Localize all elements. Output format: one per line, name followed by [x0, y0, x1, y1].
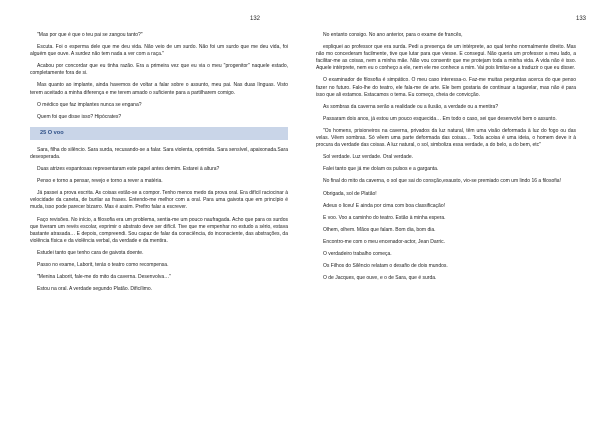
right-page	[300, 0, 600, 424]
paragraph: Faço revisões. No início, a filosofia era um problema, sentia-me um pouco naufragada. Acho que para os surdos que tiveram um revés escolar, exprimir o abstrato deve ser difícil. Tive que me empenhar no estudo a sério, estava bastante atrasada… E depois, compreendi. Sou capaz de falar da consciência, do inconsciente, das abstrações, da violência física e da violência verbal, da verdade e da mentira.	[30, 216, 288, 244]
paragraph: As sombras da caverna serão a realidade ou a ilusão, a verdade ou a mentira?	[323, 103, 499, 110]
paragraph: E voo. Voo a caminho do teatro. Estão à minha espera.	[323, 214, 446, 221]
paragraph: Duas atrizes espantosas representaram este papel antes demim. Estarei à altura?	[37, 166, 220, 173]
paragraph: No final do mito da caverna, o sol que sai do consção,exausto, vio-se premiado com um lindo 16 a filosofia!	[323, 178, 561, 185]
paragraph: Os Filhos do Silêncio relatam o desafio de dois mundos.	[323, 263, 448, 270]
text-block-top	[30, 32, 288, 121]
paragraph: expliquei ao professor que era surda. Pedi a presença de um intérprete, ao qual tenho normalmente direito. Mas não mo concederam facilmente, tive que lutar para que viesse. E consegui. Não queria um professor a meu lado, a facilitar-me as coisas, nem a minha mãe. Não vou consentir que me protejam toda a minha vida. A vida não é isso. Aquele intérprete, nem eu o conheço a ele, nem ele me conhece a mim. Vai pois limitar-se a traduzir o que eu disser.	[316, 44, 576, 72]
paragraph: O examinador de filosofia é simpático. O meu caso interessa-o. Faz-me muitas perguntas acerca do que penso fazer no futuro. Falo-lhe do teatro, ele fala-me de arte. Ele bem gostaria de continuar a tagarelar, mas não é para isso que ali estamos. Estacamos o tema. Eu começo, cheia de convicção.	[316, 77, 576, 98]
paragraph: Passo no exame, Laborit, terás o teatro como recompensa.	[37, 261, 169, 268]
paragraph: Adeus o liceu! E ainda por cima com boa classificação!	[323, 202, 446, 209]
paragraph: Acabou por concordar que eu tinha razão. Era a primeira vez que eu via o meu "progenitor" naquele estado, completamente fora de si.	[30, 63, 288, 77]
paragraph: Falei tanto que já me doíam os pulsos e a garganta.	[323, 166, 439, 173]
paragraph: "Os homens, prisioneiros na caverna, privados da luz natural, têm uma visão deformada à luz do fogo ou das velas. Vêem sombras. Só vêem uma parte deformada das coisas… Toda acoisa é uma ideia, o homem deve ir à procura da verdade das coisas. A luz natural, o sol, simboliza essa verdade, a do belo, a do bem, etc"	[316, 127, 576, 149]
paragraph: Encontro-me com o meu encenador-actor, Jean Darric.	[323, 238, 445, 245]
paragraph: Passaram dois anos, já estou um pouco esquecida… Em todo o caso, sei que desenvolvi bem o assunto.	[323, 115, 557, 122]
page-number: 133	[575, 16, 586, 22]
paragraph: No entanto consigo. No ano anterior, para o exame de francês,	[323, 32, 463, 38]
paragraph: "Mas por que é que o teu pai se zangou tanto?"	[37, 32, 143, 38]
paragraph: Quem foi que disse isso? Hipócrates?	[37, 113, 122, 120]
paragraph: Escuta. Foi o esperma dele que me deu vida. Não veio de um surdo. Não foi um surdo que me deu vida, foi alguém que ouve. A surdez não tem nada a ver com a raça."	[30, 44, 288, 58]
paragraph: Estou na oral. A verdade segundo Platão. Dificílimo.	[37, 286, 153, 293]
paragraph: Penso e torno a pensar, revejo e torno a rever a matéria.	[37, 178, 163, 185]
text-block-bottom	[30, 147, 288, 293]
paragraph: Obrigada, sol de Platão!	[323, 190, 377, 197]
paragraph: Já passei a prova escrita. As coisas estão-se a compor. Tenho menos medo da prova oral. Era difícil raciocinar à velocidade da caneta, de burilar as frases. Entendo-me melhor com a oral. Para uma gaivota que em princípio é muda, isso pode parecer bizarro. Mas é assim. Prefiro falar a escrever.	[30, 190, 288, 211]
paragraph: Olhem, olhem. Mãos que falam. Bom dia, bom dia.	[323, 226, 436, 233]
paragraph: O médico que faz implantes nunca se engana?	[37, 101, 142, 108]
paragraph: O de Jacques, que ouve, e o de Sara, que é surda.	[323, 275, 437, 282]
paragraph: O verdadeiro trabalho começa.	[323, 250, 392, 257]
paragraph: Estudei tanto que tenho cara de gaivota doente.	[37, 249, 144, 256]
paragraph: Sol verdade. Luz verdade. Oral verdade.	[323, 154, 414, 161]
paragraph: Sara, filha do silêncio. Sara surda, recusando-se a falar. Sara violenta, oprimida. Sara sensível, apaixonada.Sara desesperada.	[30, 146, 288, 160]
section-heading: 25 O voo	[30, 127, 288, 140]
paragraph: "Menina Laborit, fale-me do mito da caverna. Desenvolva…"	[37, 274, 171, 281]
text-block	[316, 32, 576, 282]
page-number: 132	[249, 16, 260, 22]
paragraph: Mas quanto ao implante, ainda havemos de voltar a falar sobre o assunto, meu pai. Nas duas línguas. Visto terem aceitado a minha diferença e me terem amado o suficiente para a partilharem comigo.	[30, 82, 288, 96]
